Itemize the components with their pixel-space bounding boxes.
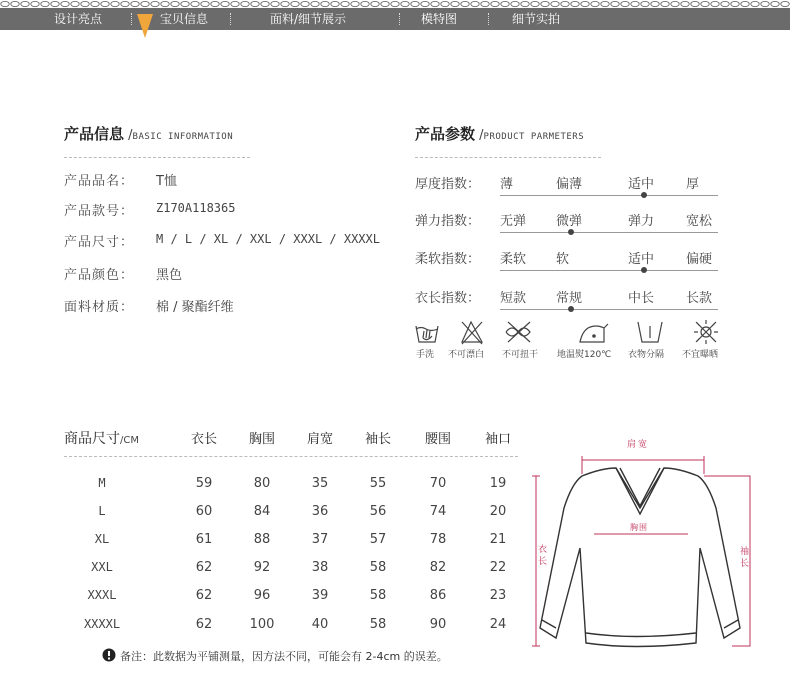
param-scale-dot — [568, 306, 574, 312]
nav-separator — [230, 13, 231, 25]
size-cell: 39 — [311, 588, 329, 603]
size-cell: 58 — [369, 560, 387, 575]
size-cell: 80 — [253, 476, 271, 491]
size-column-header: 袖口 — [484, 432, 511, 447]
size-label: M — [98, 476, 106, 490]
nav-item-model[interactable]: 模特图 — [421, 12, 458, 26]
param-option: 宽松 — [686, 214, 713, 229]
size-label: XXXL — [87, 588, 117, 602]
size-cell: 22 — [489, 560, 507, 575]
divider — [415, 157, 601, 158]
iron-low-icon — [580, 324, 608, 342]
param-option: 偏硬 — [686, 252, 713, 267]
param-option: 薄 — [500, 177, 514, 192]
info-label-material: 面料材质： — [64, 300, 135, 315]
size-cell: 35 — [311, 476, 329, 491]
nav-separator — [399, 13, 400, 25]
size-column-header: 衣长 — [190, 432, 217, 447]
size-cell: 62 — [195, 588, 213, 603]
size-cell: 58 — [369, 588, 387, 603]
nav-item-fabric-details[interactable]: 面料/细节展示 — [270, 12, 347, 26]
param-scale-dot — [568, 229, 574, 235]
size-cell: 82 — [429, 560, 447, 575]
size-cell: 62 — [195, 560, 213, 575]
param-option: 无弹 — [500, 214, 527, 229]
param-option: 厚 — [686, 177, 700, 192]
size-note: 备注：此数据为平铺测量，因方法不同，可能会有 2-4cm 的误差。 — [120, 650, 448, 663]
basic-info-heading: 产品信息 /BASIC INFORMATION — [64, 125, 234, 143]
nav-item-detail-photos[interactable]: 细节实拍 — [512, 12, 561, 26]
top-decoration — [0, 0, 790, 8]
size-cell: 60 — [195, 504, 213, 519]
info-value-sizes: M / L / XL / XXL / XXXL / XXXXL — [156, 232, 380, 246]
size-label: L — [98, 504, 106, 518]
wash-separately-icon — [638, 322, 662, 342]
info-label-color: 产品颜色： — [64, 268, 135, 283]
basic-info-title: 产品信息 — [64, 125, 125, 143]
size-column-header: 胸围 — [248, 432, 275, 447]
info-value-color: 黑色 — [156, 268, 183, 283]
size-column-header: 肩宽 — [306, 432, 333, 447]
size-cell: 24 — [489, 617, 507, 632]
param-option: 常规 — [556, 291, 583, 306]
measure-lines — [532, 456, 750, 646]
size-table-unit: /CM — [120, 435, 139, 446]
size-cell: 74 — [429, 504, 447, 519]
params-title: 产品参数 — [415, 125, 476, 143]
size-cell: 36 — [311, 504, 329, 519]
nav-active-marker — [137, 14, 153, 38]
no-sun-icon — [694, 320, 718, 344]
shirt-outline-icon — [540, 468, 740, 647]
param-option: 微弹 — [556, 214, 583, 229]
care-label-separate: 衣物分隔 — [628, 350, 665, 360]
size-cell: 90 — [429, 617, 447, 632]
diagram-label-chest: 胸围 — [630, 523, 648, 532]
param-label: 衣长指数： — [415, 291, 481, 306]
param-option: 短款 — [500, 291, 527, 306]
size-cell: 55 — [369, 476, 387, 491]
param-option: 中长 — [628, 291, 655, 306]
params-heading: 产品参数 /PRODUCT PARMETERS — [415, 125, 585, 143]
info-icon — [102, 648, 116, 662]
care-label-hand-wash: 手洗 — [416, 350, 435, 360]
size-cell: 20 — [489, 504, 507, 519]
size-cell: 40 — [311, 617, 329, 632]
info-value-material: 棉 / 聚酯纤维 — [156, 300, 234, 315]
size-cell: 61 — [195, 532, 213, 547]
shirt-measure-diagram — [528, 428, 790, 658]
size-cell: 58 — [369, 617, 387, 632]
size-cell: 23 — [489, 588, 507, 603]
info-label-style-no: 产品款号： — [64, 204, 135, 219]
size-column-header: 腰围 — [424, 432, 451, 447]
nav-separator — [131, 13, 132, 25]
no-bleach-icon — [462, 322, 482, 344]
hand-wash-icon — [416, 326, 438, 342]
basic-info-subtitle: BASIC INFORMATION — [132, 132, 234, 142]
params-subtitle: PRODUCT PARMETERS — [483, 132, 585, 142]
nav-bar — [0, 8, 790, 30]
size-label: XXL — [91, 560, 113, 574]
param-scale-dot — [641, 267, 647, 273]
diagram-label-length: 衣长 — [538, 545, 548, 567]
size-cell: 19 — [489, 476, 507, 491]
param-option: 适中 — [628, 252, 655, 267]
size-cell: 21 — [489, 532, 507, 547]
size-cell: 86 — [429, 588, 447, 603]
info-value-name: T恤 — [156, 174, 177, 189]
param-scale-line — [500, 232, 718, 233]
param-label: 柔软指数： — [415, 252, 481, 267]
care-label-no-sun: 不宜曝晒 — [682, 350, 719, 360]
size-cell: 78 — [429, 532, 447, 547]
size-cell: 56 — [369, 504, 387, 519]
param-label: 弹力指数： — [415, 214, 481, 229]
param-scale-line — [500, 270, 718, 271]
diagram-label-sleeve: 袖长 — [740, 547, 750, 569]
size-column-header: 袖长 — [364, 432, 391, 447]
size-table-header-label — [64, 428, 139, 448]
size-cell: 37 — [311, 532, 329, 547]
size-label: XXXXL — [83, 617, 121, 631]
param-option: 偏薄 — [556, 177, 583, 192]
param-option: 长款 — [686, 291, 713, 306]
diagram-label-shoulder: 肩宽 — [627, 440, 650, 450]
size-cell: 88 — [253, 532, 271, 547]
size-cell: 70 — [429, 476, 447, 491]
size-cell: 92 — [253, 560, 271, 575]
param-scale-dot — [641, 192, 647, 198]
param-label: 厚度指数： — [415, 177, 481, 192]
param-option: 弹力 — [628, 214, 655, 229]
param-option: 软 — [556, 252, 570, 267]
param-scale-line — [500, 309, 718, 310]
param-option: 适中 — [628, 177, 655, 192]
care-label-no-bleach: 不可漂白 — [448, 350, 485, 360]
param-option: 柔软 — [500, 252, 527, 267]
care-label-iron: 地温熨120℃ — [557, 350, 612, 360]
care-label-no-wring: 不可扭干 — [502, 350, 539, 360]
size-cell: 59 — [195, 476, 213, 491]
divider — [64, 456, 518, 457]
info-label-name: 产品品名： — [64, 174, 135, 189]
nav-item-highlights[interactable]: 设计亮点 — [54, 12, 103, 26]
size-cell: 96 — [253, 588, 271, 603]
care-icons — [412, 318, 732, 348]
size-cell: 84 — [253, 504, 271, 519]
size-cell: 57 — [369, 532, 387, 547]
info-value-style-no: Z170A118365 — [156, 201, 236, 215]
size-label: XL — [94, 532, 110, 546]
size-table-title: 商品尺寸 — [64, 431, 120, 447]
param-scale-line — [500, 195, 718, 196]
nav-separator — [488, 13, 489, 25]
info-label-sizes: 产品尺寸： — [64, 235, 135, 250]
no-wring-icon — [506, 322, 530, 342]
size-cell: 62 — [195, 617, 213, 632]
nav-item-product-info[interactable]: 宝贝信息 — [160, 12, 209, 26]
size-cell: 100 — [249, 617, 275, 632]
divider — [64, 157, 250, 158]
size-cell: 38 — [311, 560, 329, 575]
